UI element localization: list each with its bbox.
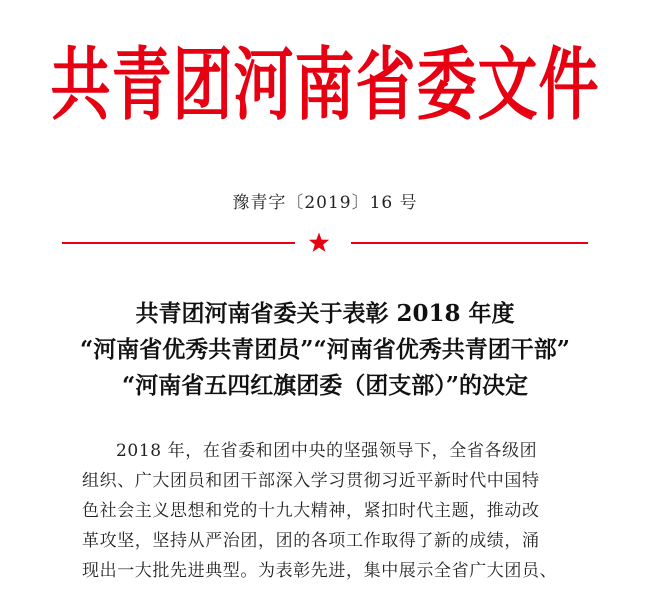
body-line: 现出一大批先进典型。为表彰先进，集中展示全省广大团员、 <box>82 561 558 581</box>
title-line: “河南省五四红旗团委（团支部）”的决定 <box>122 372 528 399</box>
star-shape <box>309 233 329 252</box>
divider-rule-right <box>351 242 588 244</box>
body-line: 组织、广大团员和团干部深入学习贯彻习近平新时代中国特 <box>82 471 540 491</box>
document-title <box>0 296 650 404</box>
body-line: 色社会主义思想和党的十九大精神，紧扣时代主题，推动改 <box>82 501 540 521</box>
divider-rule-left <box>62 242 295 244</box>
title-line: “河南省优秀共青团员”“河南省优秀共青团干部” <box>80 336 570 363</box>
red-divider <box>62 230 588 256</box>
document-masthead: 共青团河南省委文件 <box>50 39 600 132</box>
document-body <box>82 436 576 586</box>
title-line: 共青团河南省委关于表彰 2018 年度 <box>135 300 515 327</box>
document-number: 豫青字〔2019〕16 号 <box>232 193 418 213</box>
body-line: 革攻坚，坚持从严治团，团的各项工作取得了新的成绩，涌 <box>82 531 540 551</box>
body-line: 2018 年，在省委和团中央的坚强领导下，全省各级团 <box>116 441 538 461</box>
star-icon <box>307 231 331 255</box>
